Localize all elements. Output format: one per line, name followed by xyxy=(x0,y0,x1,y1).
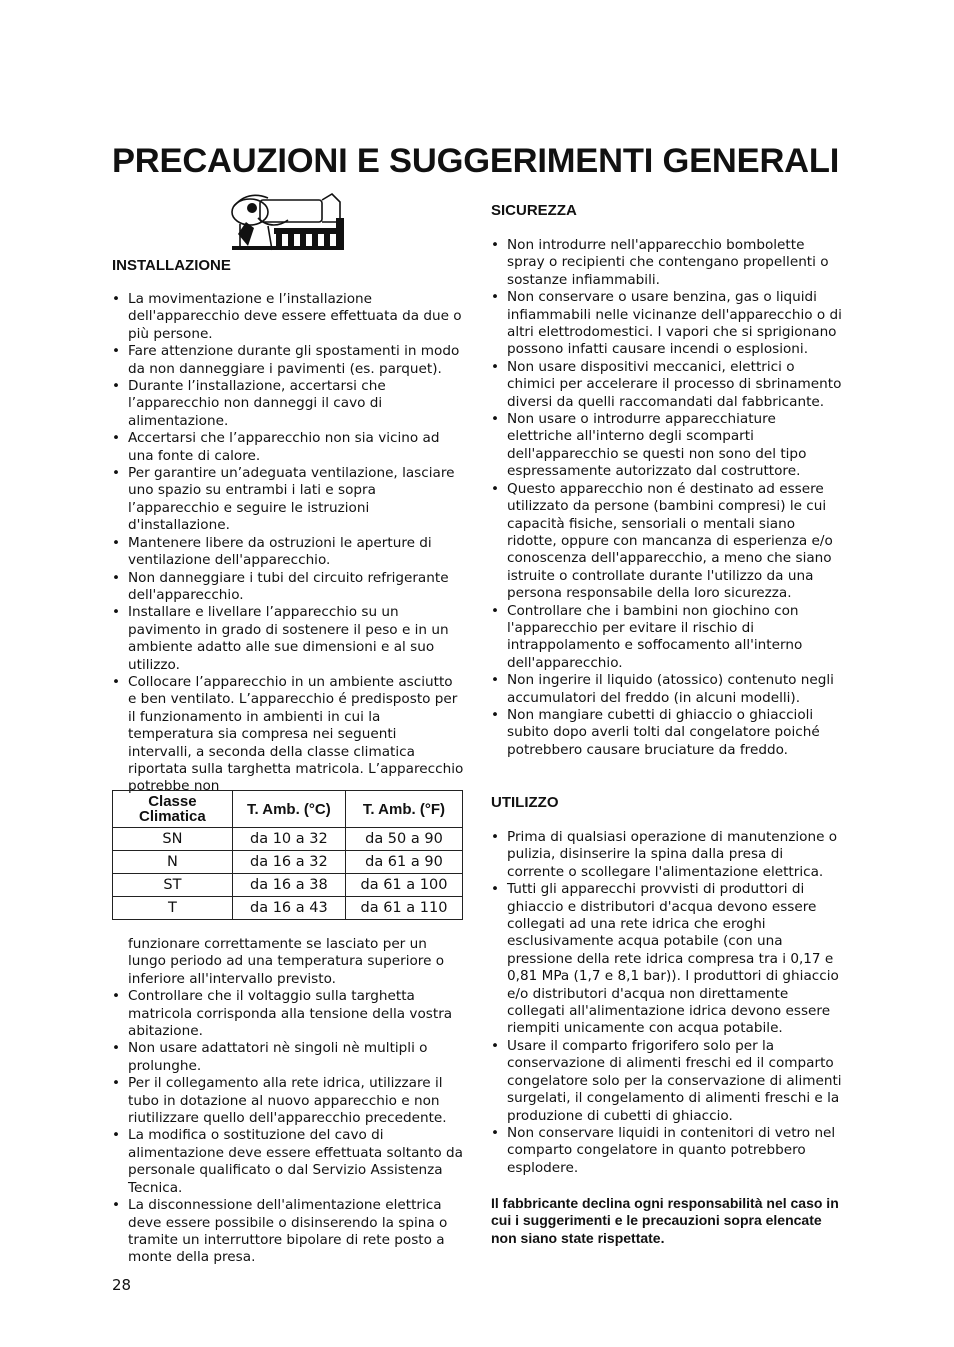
table-row xyxy=(113,897,463,920)
list-item: • Accertarsi che l’apparecchio non sia vicino ad una fonte di calore. xyxy=(112,430,464,465)
list-item: • Controllare che i bambini non giochino con l'apparecchio per evitare il rischio di intrappolamento e soffocamento all'interno dell'apparecchio. xyxy=(491,603,843,673)
list-item: • Non introdurre nell'apparecchio bombolette spray o recipienti che contengano propellenti o sostanze infiammabili. xyxy=(491,237,843,289)
list-item: • La modifica o sostituzione del cavo di alimentazione deve essere effettuata soltanto da personale qualificato o dal Servizio Assistenza Tecnica. xyxy=(112,1127,464,1197)
manufacturer-disclaimer: Il fabbricante declina ogni responsabilità nel caso in cui i suggerimenti e le precauzioni sopra elencate non siano state rispettate. xyxy=(491,1195,839,1246)
table-cell: da 10 a 32 xyxy=(232,828,345,851)
list-item: • Controllare che il voltaggio sulla targhetta matricola corrisponda alla tensione della vostra abitazione. xyxy=(112,988,464,1040)
list-item: • La disconnessione dell'alimentazione elettrica deve essere possibile o disinserendo la spina o tramite un interruttore bipolare di rete posto a monte della presa. xyxy=(112,1197,464,1267)
list-item: • Non usare adattatori nè singoli nè multipli o prolunghe. xyxy=(112,1040,464,1075)
list-item: • Tutti gli apparecchi provvisti di produttori di ghiaccio e distributori d'acqua devono essere collegati ad una rete idrica che eroghi esclusivamente acqua potabile (con una pressione della rete idrica compresa tra i 0,17 e 0,81 MPa (1,7 e 8,1 bar)). I produttori di ghiaccio e/o distributori d'acqua non direttamente collegati all'alimentazione idrica devono essere riempiti unicamente con acqua potabile. xyxy=(491,881,843,1038)
table-cell: da 16 a 38 xyxy=(232,874,345,897)
table-cell: N xyxy=(113,851,233,874)
table-cell: da 61 a 100 xyxy=(345,874,462,897)
utilizzo-heading: UTILIZZO xyxy=(491,794,559,811)
table-cell: da 61 a 90 xyxy=(345,851,462,874)
list-item: • Prima di qualsiasi operazione di manutenzione o pulizia, disinserire la spina dalla presa di corrente o scollegare l'alimentazione elettrica. xyxy=(491,829,843,881)
table-row xyxy=(113,851,463,874)
list-item: • La movimentazione e l’installazione dell'apparecchio deve essere effettuata da due o più persone. xyxy=(112,291,464,343)
list-item: • Per il collegamento alla rete idrica, utilizzare il tubo in dotazione al nuovo apparecchio e non riutilizzare quello dell'apparecchio precedente. xyxy=(112,1075,464,1127)
list-item: • Usare il comparto frigorifero solo per la conservazione di alimenti freschi ed il comparto congelatore solo per la conservazione di alimenti surgelati, il congelamento di alimenti freschi e la produzione di cubetti di ghiaccio. xyxy=(491,1038,843,1125)
appliance-moving-illustration xyxy=(228,188,346,254)
table-cell: ST xyxy=(113,874,233,897)
list-item: • Non usare o introdurre apparecchiature elettriche all'interno degli scomparti dell'apparecchio se questi non sono del tipo espressamente autorizzato dal costruttore. xyxy=(491,411,843,481)
list-item-continuation: funzionare correttamente se lasciato per un lungo periodo ad una temperatura superiore o inferiore all'intervallo previsto. xyxy=(128,936,445,987)
table-cell: SN xyxy=(113,828,233,851)
list-item: • Mantenere libere da ostruzioni le aperture di ventilazione dell'apparecchio. xyxy=(112,535,464,570)
list-item: • Questo apparecchio non é destinato ad essere utilizzato da persone (bambini compresi) le cui capacità fisiche, sensoriali o mentali siano ridotte, oppure con mancanza di esperienza e/o conoscenza dell'apparecchio, a meno che siano istruite o controllate durante l'utilizzo da una persona responsabile della loro sicurezza. xyxy=(491,481,843,603)
page-number: 28 xyxy=(112,1276,132,1294)
list-item: • Non ingerire il liquido (atossico) contenuto negli accumulatori del freddo (in alcuni modelli). xyxy=(491,672,843,707)
list-item: • Collocare l’apparecchio in un ambiente asciutto e ben ventilato. L’apparecchio é predisposto per il funzionamento in ambienti in cui la temperatura sia compresa nei seguenti intervalli, a seconda della classe climatica riportata sulla targhetta matricola. L’apparecchio potrebbe non xyxy=(112,674,464,796)
table-header-row xyxy=(113,791,463,828)
list-item: • Non conservare liquidi in contenitori di vetro nel comparto congelatore in quanto potrebbero esplodere. xyxy=(491,1125,843,1177)
climate-class-table xyxy=(112,790,463,920)
table-cell: da 16 a 43 xyxy=(232,897,345,920)
table-row xyxy=(113,828,463,851)
table-cell: T xyxy=(113,897,233,920)
header-temp-celsius: T. Amb. (°C) xyxy=(232,791,345,828)
list-item: • Durante l’installazione, accertarsi che l’apparecchio non danneggi il cavo di alimentazione. xyxy=(112,378,464,430)
table-cell: da 50 a 90 xyxy=(345,828,462,851)
list-item: • Non conservare o usare benzina, gas o liquidi infiammabili nelle vicinanze dell'apparecchio o di altri elettrodomestici. I vapori che si sprigionano possono infatti causare incendi o esplosioni. xyxy=(491,289,843,359)
list-item: • Installare e livellare l’apparecchio su un pavimento in grado di sostenere il peso e in un ambiente adatto alle sue dimensioni e al suo utilizzo. xyxy=(112,604,464,674)
header-classe-climatica: Classe Climatica xyxy=(113,791,233,828)
list-item: • Fare attenzione durante gli spostamenti in modo da non danneggiare i pavimenti (es. parquet). xyxy=(112,343,464,378)
installazione-list-continued xyxy=(112,936,464,1267)
list-item: • Non danneggiare i tubi del circuito refrigerante dell'apparecchio. xyxy=(112,570,464,605)
page-title: PRECAUZIONI E SUGGERIMENTI GENERALI xyxy=(112,142,840,180)
utilizzo-list xyxy=(491,829,843,1177)
list-item: • Non usare dispositivi meccanici, elettrici o chimici per accelerare il processo di sbrinamento diversi da quelli raccomandati dal fabbricante. xyxy=(491,359,843,411)
sicurezza-list xyxy=(491,237,843,759)
installazione-heading: INSTALLAZIONE xyxy=(112,257,231,274)
list-item: • Per garantire un’adeguata ventilazione, lasciare uno spazio su entrambi i lati e sopra l’apparecchio e seguire le istruzioni d'installazione. xyxy=(112,465,464,535)
table-cell: da 61 a 110 xyxy=(345,897,462,920)
installazione-list xyxy=(112,291,464,796)
sicurezza-heading: SICUREZZA xyxy=(491,202,577,219)
list-item: • Non mangiare cubetti di ghiaccio o ghiaccioli subito dopo averli tolti dal congelatore poiché potrebbero causare bruciature da freddo. xyxy=(491,707,843,759)
table-row xyxy=(113,874,463,897)
header-temp-fahrenheit: T. Amb. (°F) xyxy=(345,791,462,828)
table-cell: da 16 a 32 xyxy=(232,851,345,874)
